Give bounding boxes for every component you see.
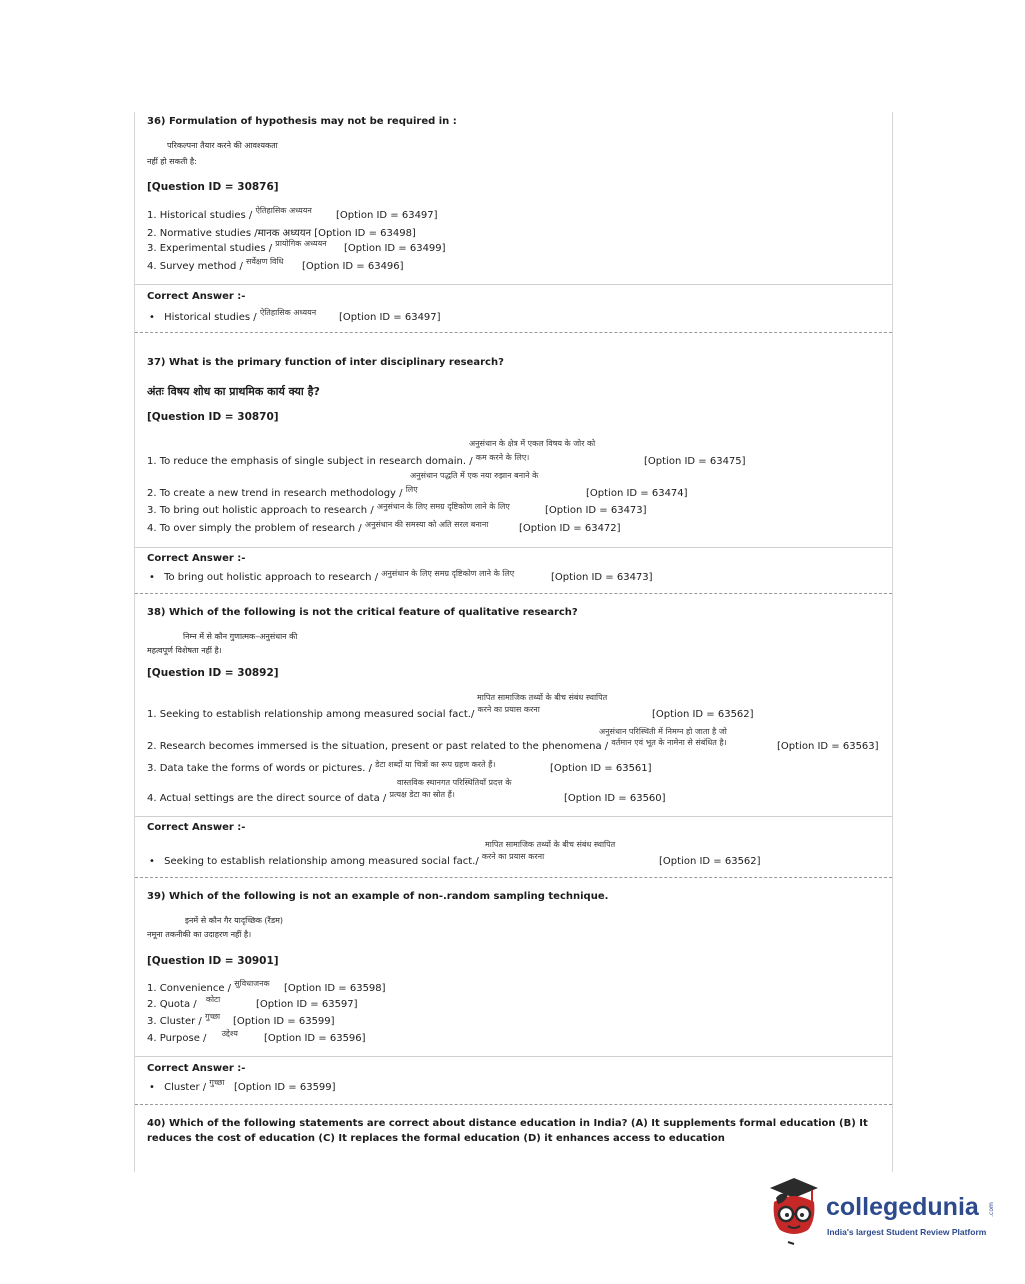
q37-option-2: 2. To create a new trend in research methodology / $^{लिए}$ bbox=[147, 485, 418, 499]
question-divider bbox=[135, 1104, 892, 1105]
q38-hindi-line2: महत्वपूर्ण विशेषता नहीं है। bbox=[147, 646, 222, 655]
q38-option-2-id: [Option ID = 63563] bbox=[777, 741, 879, 752]
q39-hindi-line1: इनमें से कौन गैर यादृच्छिक (रैंडम) bbox=[185, 916, 284, 925]
q38-option-3: 3. Data take the forms of words or pictures. / $^{डेटा शब्दों या चित्रों का रूप ग्रहण करते हैं।}$ bbox=[147, 760, 496, 774]
q36-question-id: [Question ID = 30876] bbox=[147, 181, 279, 193]
q36-option-3-id: [Option ID = 63499] bbox=[344, 243, 446, 254]
q38-option-1: 1. Seeking to establish relationship among measured social fact./ $^{करने का प्रयास करना}$ bbox=[147, 705, 540, 720]
q38-question: 38) Which of the following is not the critical feature of qualitative research? bbox=[147, 607, 578, 618]
q39-question-id: [Question ID = 30901] bbox=[147, 955, 279, 967]
q36-answer-id: [Option ID = 63497] bbox=[339, 312, 441, 323]
q37-option-2-id: [Option ID = 63474] bbox=[586, 488, 688, 499]
separator bbox=[135, 1056, 892, 1057]
q36-option-1-id: [Option ID = 63497] bbox=[336, 210, 438, 221]
q39-option-2-id: [Option ID = 63597] bbox=[256, 999, 358, 1010]
question-page-frame bbox=[134, 112, 893, 1172]
collegedunia-mascot-icon bbox=[766, 1176, 822, 1248]
q38-option-3-id: [Option ID = 63561] bbox=[550, 763, 652, 774]
q37-option-1: 1. To reduce the emphasis of single subject in research domain. / $^{कम करने के लिए।}$ bbox=[147, 453, 530, 467]
q39-hindi-line2: नमूना तकनीकी का उदाहरण नहीं है। bbox=[147, 930, 252, 939]
separator bbox=[135, 284, 892, 285]
q39-option-3: 3. Cluster / $^{गुच्छा}$ bbox=[147, 1012, 221, 1027]
question-divider bbox=[135, 877, 892, 878]
q38-option-1-id: [Option ID = 63562] bbox=[652, 709, 754, 720]
q38-option-4: 4. Actual settings are the direct source of data / $^{प्रत्यक्ष डेटा का स्रोत हैं।}$ bbox=[147, 790, 455, 804]
q37-option-1-id: [Option ID = 63475] bbox=[644, 456, 746, 467]
q37-correct-answer: • To bring out holistic approach to research / $^{अनुसंधान के लिए समग्र दृष्टिकोण लाने के लिए}$ bbox=[149, 572, 514, 583]
collegedunia-tagline: India's largest Student Review Platform bbox=[827, 1227, 987, 1237]
q38-option-1-hindi-top: मापित सामाजिक तथ्यों के बीच संबंध स्थापित bbox=[477, 693, 608, 702]
q37-option-4-id: [Option ID = 63472] bbox=[519, 523, 621, 534]
q37-question: 37) What is the primary function of inter disciplinary research? bbox=[147, 357, 504, 368]
q36-option-4: 4. Survey method / $^{सर्वेक्षण विधि}$ bbox=[147, 257, 284, 272]
q36-option-4-id: [Option ID = 63496] bbox=[302, 261, 404, 272]
q39-correct-answer-label: Correct Answer :- bbox=[147, 1063, 246, 1074]
question-divider bbox=[135, 332, 892, 333]
q39-answer-id: [Option ID = 63599] bbox=[234, 1082, 336, 1093]
q38-question-id: [Question ID = 30892] bbox=[147, 667, 279, 679]
q39-option-2: 2. Quota / $^{कोटा}$ bbox=[147, 995, 221, 1010]
q39-option-1: 1. Convenience / $^{सुविधाजनक}$ bbox=[147, 979, 270, 994]
q36-correct-answer: • Historical studies / $^{ऐतिहासिक अध्ययन}$ bbox=[149, 312, 316, 323]
q37-question-id: [Question ID = 30870] bbox=[147, 411, 279, 423]
q39-option-4: 4. Purpose / $^{उद्देश्य}$ bbox=[147, 1029, 238, 1044]
q38-answer-hindi-top: मापित सामाजिक तथ्यों के बीच संबंध स्थापित bbox=[485, 840, 616, 849]
q40-question: 40) Which of the following statements are correct about distance education in India? (A) It supplements formal education (B) It reduces the cost of education (C) It replaces the formal education (D) it enhances access to education bbox=[147, 1118, 868, 1144]
q38-option-2: 2. Research becomes immersed is the situation, present or past related to the phenomena / $^{वर्तमान एवं भूत के नामेना से संबंधित है।}$ bbox=[147, 738, 727, 752]
q39-option-1-id: [Option ID = 63598] bbox=[284, 983, 386, 994]
q38-correct-answer-label: Correct Answer :- bbox=[147, 822, 246, 833]
q39-correct-answer: • Cluster / $^{गुच्छा}$ bbox=[149, 1082, 224, 1093]
q36-option-1: 1. Historical studies / $^{ऐतिहासिक अध्ययन}$ bbox=[147, 206, 312, 221]
separator bbox=[135, 816, 892, 817]
q38-answer-id: [Option ID = 63562] bbox=[659, 856, 761, 867]
q37-option-2-hindi-top: अनुसंधान पद्धति में एक नया रुझान बनाने के bbox=[410, 471, 539, 480]
question-divider bbox=[135, 593, 892, 594]
q37-answer-id: [Option ID = 63473] bbox=[551, 572, 653, 583]
q39-option-3-id: [Option ID = 63599] bbox=[233, 1016, 335, 1027]
q36-question: 36) Formulation of hypothesis may not be required in : bbox=[147, 116, 457, 127]
q37-hindi-question: अंतः विषय शोध का प्राथमिक कार्य क्या है? bbox=[147, 385, 320, 398]
q36-option-3: 3. Experimental studies / $^{प्रायोगिक अध्ययन}$ bbox=[147, 239, 327, 254]
q38-option-4-id: [Option ID = 63560] bbox=[564, 793, 666, 804]
separator bbox=[135, 547, 892, 548]
q38-correct-answer: • Seeking to establish relationship among measured social fact./ $^{करने का प्रयास करना}$ bbox=[149, 856, 544, 867]
q39-question: 39) Which of the following is not an example of non-.random sampling technique. bbox=[147, 891, 609, 902]
q39-option-4-id: [Option ID = 63596] bbox=[264, 1033, 366, 1044]
q38-option-4-hindi-top: वास्तविक स्थानगत परिस्थितियाँ प्रदत्त के bbox=[397, 778, 512, 787]
q37-option-4: 4. To over simply the problem of research / $^{अनुसंधान की समस्या को अति सरल बनाना}$ bbox=[147, 520, 489, 534]
q37-correct-answer-label: Correct Answer :- bbox=[147, 553, 246, 564]
q38-option-2-hindi-top: अनुसंधान परिस्थिती में निमग्न हो जाता है जो bbox=[599, 727, 727, 736]
q36-hindi-line2: नहीं हो सकती है: bbox=[147, 157, 197, 166]
q36-correct-answer-label: Correct Answer :- bbox=[147, 291, 246, 302]
q36-hindi-line1: परिकल्पना तैयार करने की आवश्यकता bbox=[167, 141, 278, 150]
collegedunia-wordmark: collegedunia bbox=[826, 1193, 979, 1221]
q38-hindi-line1: निम्न में से कौन गुणात्मक–अनुसंधान की bbox=[183, 632, 298, 641]
q37-option-3-id: [Option ID = 63473] bbox=[545, 505, 647, 516]
q37-option-1-hindi-top: अनुसंधान के क्षेत्र में एकल विषय के जोर को bbox=[469, 439, 596, 448]
collegedunia-com: .com bbox=[987, 1202, 995, 1217]
q36-option-2: 2. Normative studies /मानक अध्ययन [Option ID = 63498] bbox=[147, 228, 416, 239]
q37-option-3: 3. To bring out holistic approach to research / $^{अनुसंधान के लिए समग्र दृष्टिकोण लाने के लिए}$ bbox=[147, 502, 510, 516]
